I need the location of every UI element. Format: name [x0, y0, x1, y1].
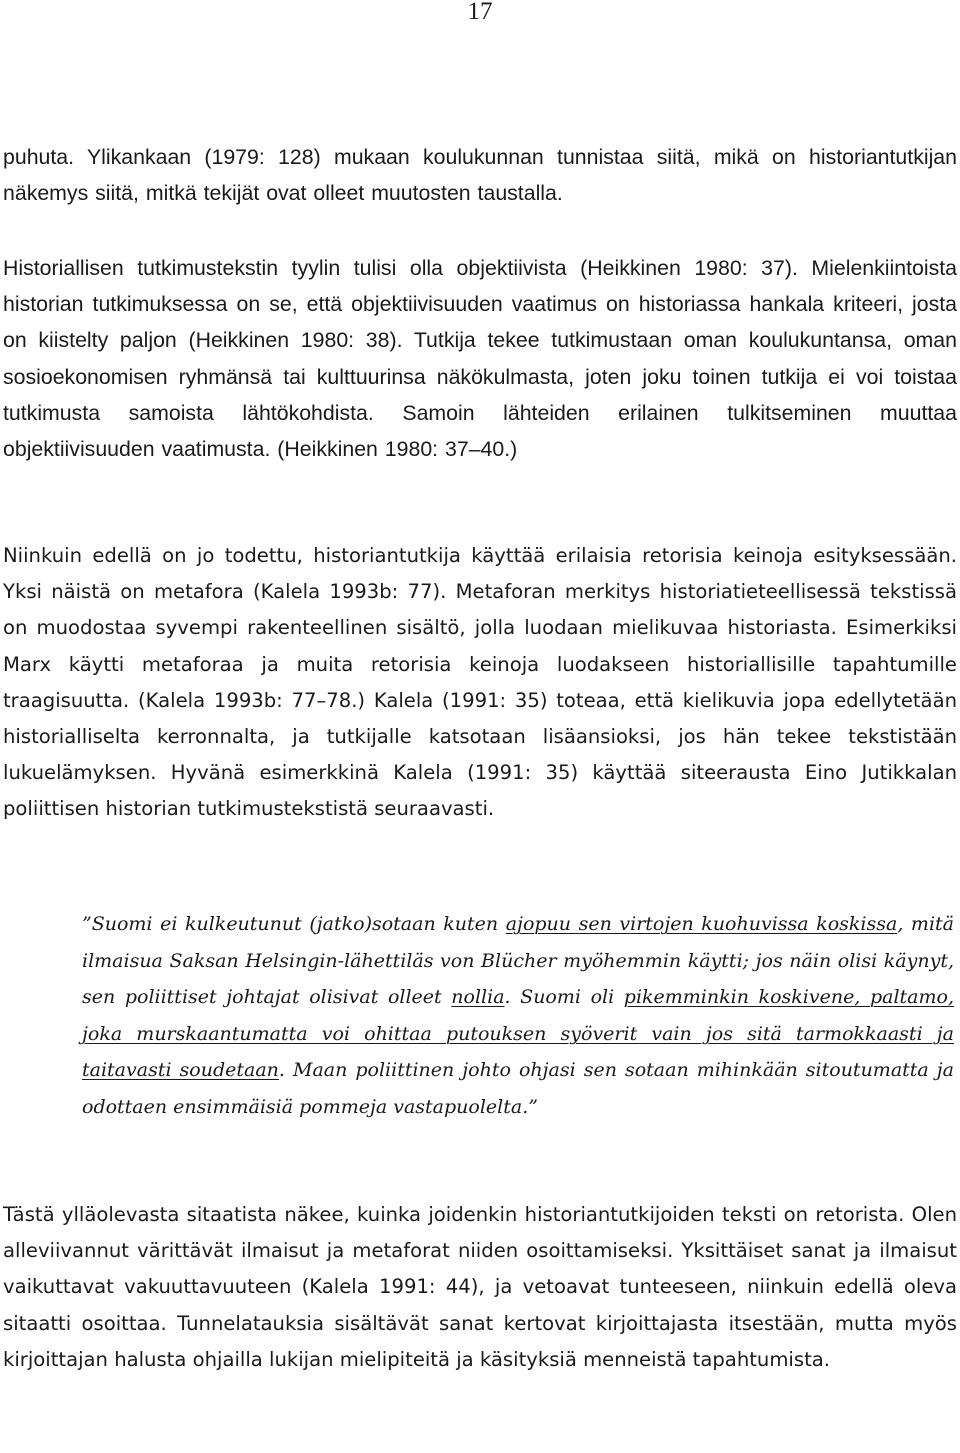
paragraph-objectivity — [3, 250, 957, 467]
quote-underlined-metaphor: pikemminkin koskivene, paltamo, joka murskaantumatta voi ohittaa putouksen syöverit vain jos sitä tarmokkaasti ja taitavasti soudetaan — [82, 986, 954, 1082]
quote-segment: . Maan poliittinen johto ohjasi sen sotaan mihinkään sitoutumatta ja odottaen ensimmäisiä pommeja vastapuolelta. — [82, 1059, 954, 1118]
quote-underlined-metaphor: ajopuu sen virtojen kuohuvissa koskissa — [505, 913, 898, 935]
quote-close-mark: ” — [528, 1095, 538, 1118]
paragraph-metaphor: Niinkuin edellä on jo todettu, historiantutkija käyttää erilaisia retorisia keinoja esityksessään. Yksi näistä on metafora (Kalela 1993b: 77). Metaforan merkitys historiatieteellisessä tekstissä on muodostaa syvempi rakenteellinen sisältö, jolla luodaan mielikuvaa historiasta. Esimerkiksi Marx käytti metaforaa ja muita retorisia keinoja luodakseen historiallisille tapahtumille traagisuutta. (Kalela 1993b: 77–78.) Kalela (1991: 35) toteaa, että kielikuvia jopa edellytetään historialliselta kerronnalta, ja tutkijalle katsotaan lisäansioksi, jos hän tekee tekstistään lukuelämyksen. Hyvänä esimerkkinä Kalela (1991: 35) käyttää siteerausta Eino Jutikkalan poliittisen historian tutkimustekstistä seuraavasti. — [3, 544, 957, 821]
quote-segment: Suomi ei kulkeutunut (jatko)sotaan kuten — [91, 913, 506, 935]
block-quote — [82, 906, 954, 1126]
quote-segment: . Suomi oli — [504, 986, 624, 1009]
quote-segment: , mitä ilmaisua Saksan Helsingin-lähettiläs von Blücher myöhemmin käytti; jos näin olisi käynyt, sen poliittiset johtajat olisivat olleet — [82, 913, 954, 1009]
page-number: 17 — [467, 0, 493, 25]
paragraph-intro: puhuta. Ylikankaan (1979: 128) mukaan koulukunnan tunnistaa siitä, mikä on historiantutkijan näkemys siitä, mitkä tekijät ovat olleet muutosten taustalla. — [3, 145, 957, 206]
quote-open-mark: ” — [82, 913, 92, 935]
paragraph-rhetoric: Tästä ylläolevasta sitaatista näkee, kuinka joidenkin historiantutkijoiden teksti on retorista. Olen alleviivannut värittävät ilmaisut ja metaforat niiden osoittamiseksi. Yksittäiset sanat ja ilmaisut vaikuttavat vakuuttavuuteen (Kalela 1991: 44), ja vetoavat tunteeseen, niinkuin edellä oleva sitaatti osoittaa. Tunnelatauksia sisältävät sanat kertovat kirjoittajasta itsestään, mutta myös kirjoittajan halusta ohjailla lukijan mielipiteitä ja käsityksiä menneistä tapahtumista. — [3, 1203, 957, 1371]
paragraph-objectivity-text: Historiallisen tutkimustekstin tyylin tulisi olla objektiivista (Heikkinen 1980: 37). Mielenkiintoista historian tutkimuksessa on se, että objektiivisuuden vaatimus on historiassa hankala kriteeri, josta on kiistelty paljon (Heikkinen 1980: 38). Tutkija tekee tutkimustaan oman koulukuntansa, oman sosioekonomisen ryhmänsä tai kulttuurinsa näkökulmasta, joten joku toinen tutkija ei voi toistaa tutkimusta samoista lähtökohdista. Samoin lähteiden erilainen tulkitseminen muuttaa objektiivisuuden vaatimusta. (Heikkinen 1980: 37–40.) — [3, 256, 957, 462]
quote-underlined-metaphor: nollia — [451, 986, 505, 1009]
